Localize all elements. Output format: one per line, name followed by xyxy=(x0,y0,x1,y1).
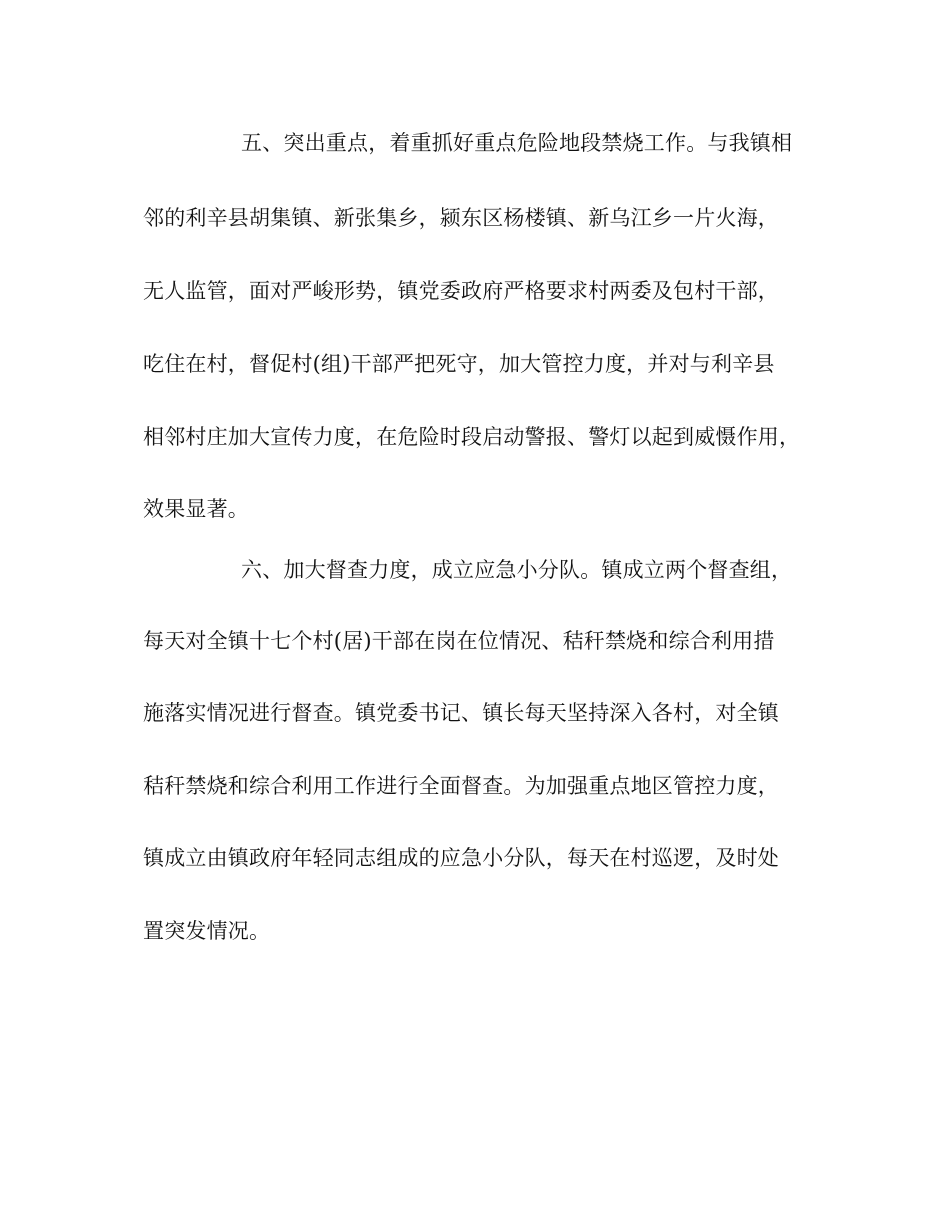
paragraph-line: 施落实情况进行督查。镇党委书记、镇长每天坚持深入各村，对全镇 xyxy=(143,701,779,725)
paragraph-line: 吃住在村，督促村(组)干部严把死守，加大管控力度，并对与利辛县 xyxy=(143,352,775,376)
paragraph-line: 六、加大督查力度，成立应急小分队。镇成立两个督查组， xyxy=(241,558,793,582)
paragraph-line: 秸秆禁烧和综合利用工作进行全面督查。为加强重点地区管控力度， xyxy=(143,774,779,798)
paragraph-line: 邻的利辛县胡集镇、新张集乡，颍东区杨楼镇、新乌江乡一片火海， xyxy=(143,206,779,230)
paragraph-line: 置突发情况。 xyxy=(143,919,271,943)
paragraph-line: 相邻村庄加大宣传力度，在危险时段启动警报、警灯以起到威慑作用， xyxy=(143,425,801,449)
paragraph-line: 镇成立由镇政府年轻同志组成的应急小分队，每天在村巡逻，及时处 xyxy=(143,846,779,870)
paragraph-line: 效果显著。 xyxy=(143,497,249,521)
paragraph-line: 无人监管，面对严峻形势，镇党委政府严格要求村两委及包村干部， xyxy=(143,279,779,303)
paragraph-line: 五、突出重点，着重抓好重点危险地段禁烧工作。与我镇相 xyxy=(241,131,793,155)
paragraph-line: 每天对全镇十七个村(居)干部在岗在位情况、秸秆禁烧和综合利用措 xyxy=(143,629,775,653)
